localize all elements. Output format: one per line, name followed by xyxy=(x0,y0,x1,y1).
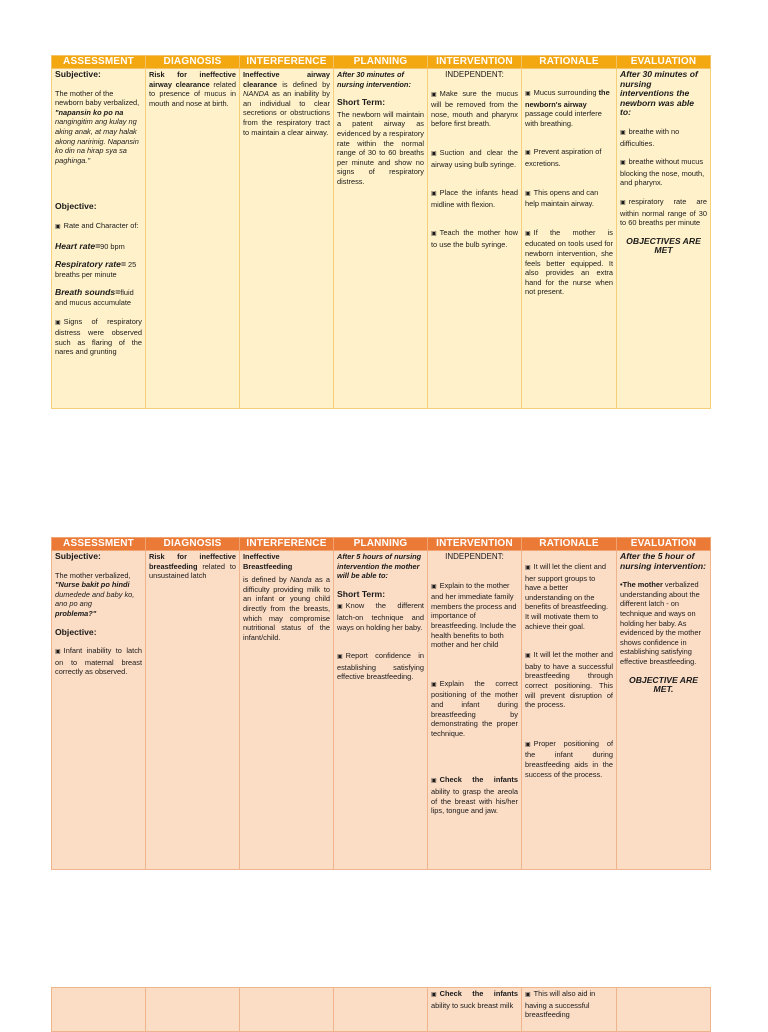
header-diagnosis: DIAGNOSIS xyxy=(146,538,240,551)
header-interference: INTERFERENCE xyxy=(240,538,334,551)
interference-cell xyxy=(240,988,334,1032)
planning-intro: After 30 minutes of nursing intervention: xyxy=(337,70,411,89)
header-intervention: INTERVENTION xyxy=(428,56,522,69)
intervention-item: ▣ Make sure the mucus will be removed from the nose, mouth and pharynx before first breath. xyxy=(431,89,518,129)
objective-label: Objective: xyxy=(55,201,97,212)
evaluation-cell xyxy=(617,69,711,409)
subjective-text: The mother verbalized, xyxy=(55,570,131,580)
rate-character: ▣ Rate and Character of: xyxy=(55,221,142,233)
rationale-item: ▣ Prevent aspiration of excretions. xyxy=(525,147,613,168)
intervention-item: ▣ Place the infants head midline with flexion. xyxy=(431,188,518,209)
diagnosis-title: Risk for ineffective breastfeeding xyxy=(149,552,236,571)
planning-intro: After 5 hours of nursing intervention the mother will be able to: xyxy=(337,552,422,581)
subjective-quote: nangingitim ang kulay ng aking anak, at may halak akong naririnig. Napansin ko din na hirap sya sa paghinga." xyxy=(55,117,139,165)
interference-pre: is defined by xyxy=(277,79,330,89)
assessment-cell xyxy=(52,69,146,409)
evaluation-cell xyxy=(617,988,711,1032)
heart-rate-value: 90 bpm xyxy=(100,241,125,251)
evaluation-text: verbalized understanding about the different latch - on technique and ways on holding her baby. As evidenced by the mother shows confidence in establishing satisfying effective breastfeeding. xyxy=(620,580,701,666)
rationale-item: ▣ It will let the client and her support groups to have a better understanding on the benefits of breastfeeding. It will motivate them to achieve their goal. xyxy=(525,562,613,631)
interference-cell xyxy=(240,551,334,870)
breath-sounds-label: Breath sounds= xyxy=(55,287,121,298)
intervention-item: ▣ Explain to the mother and her immediate family members the process and importance of breastfeeding. Include the health benefits to both mother and her child xyxy=(431,581,518,650)
intervention-item: ▣ Suction and clear the airway using bulb syringe. xyxy=(431,148,518,169)
planning-cell xyxy=(334,988,428,1032)
short-term-label: Short Term: xyxy=(337,97,386,108)
subjective-quote-bold: "Nurse bakit po hindi xyxy=(55,580,130,590)
rationale-cell xyxy=(522,69,617,409)
planning-cell xyxy=(334,551,428,870)
care-plan-table-breastfeeding xyxy=(51,537,711,870)
evaluation-item: ▣ breathe without mucus blocking the nose, mouth, and pharynx. xyxy=(620,157,707,188)
header-assessment: ASSESSMENT xyxy=(52,538,146,551)
table-row xyxy=(52,988,711,1032)
intervention-item-bold: Check the infants xyxy=(439,775,518,785)
header-planning: PLANNING xyxy=(334,538,428,551)
distress-signs: ▣ Signs of respiratory distress were observed such as flaring of the nares and grunting xyxy=(55,317,142,357)
interference-title: Ineffective airway clearance xyxy=(243,70,330,89)
resp-rate-value: 25 breaths per minute xyxy=(55,260,137,279)
rationale-item: ▣ It will let the mother and baby to have a successful breastfeeding through correct positioning. This will prevent disruption of the process. xyxy=(525,650,613,710)
header-diagnosis: DIAGNOSIS xyxy=(146,56,240,69)
assessment-cell xyxy=(52,988,146,1032)
planning-text: The newborn will maintain a patent airway as evidenced by a respiratory rate within the normal range of 30 to 60 breaths per minute and show no signs of respiratory distress. xyxy=(337,109,424,186)
subjective-quote: dumedede and baby ko, ano po ang xyxy=(55,589,135,609)
evaluation-item: ▣ breathe with no difficulties. xyxy=(620,127,707,148)
rationale-item: ▣ If the mother is educated on tools used for newborn intervention, she feels better equipped. It also provides an extra hand for the nurse when not present. xyxy=(525,228,613,297)
interference-pre: is defined by xyxy=(243,575,290,585)
planning-item: ▣ Report confidence in establishing satisfying effective breastfeeding. xyxy=(337,651,424,682)
diagnosis-title: Risk for ineffective airway clearance xyxy=(149,70,236,89)
interference-title: Ineffective Breastfeeding xyxy=(243,552,293,571)
heart-rate-label: Heart rate= xyxy=(55,240,101,251)
evaluation-intro: After the 5 hour of nursing intervention: xyxy=(620,551,706,571)
rationale-first-post: passage could interfere with breathing. xyxy=(525,109,602,128)
header-planning: PLANNING xyxy=(334,56,428,69)
rationale-item: ▣ Proper positioning of the infant during breastfeeding aids in the success of the process. xyxy=(525,739,613,779)
evaluation-result: OBJECTIVES ARE MET xyxy=(626,235,701,256)
independent-label: INDEPENDENT: xyxy=(445,552,504,561)
subjective-label: Subjective: xyxy=(55,69,101,79)
intervention-cell xyxy=(428,551,522,870)
header-assessment: ASSESSMENT xyxy=(52,56,146,69)
header-interference: INTERFERENCE xyxy=(240,56,334,69)
planning-item: ▣ Know the different latch-on technique and ways on holding her baby. xyxy=(337,601,424,632)
subjective-label: Subjective: xyxy=(55,551,101,561)
diagnosis-text: related to presence of mucus in mouth and nose at birth. xyxy=(149,79,237,108)
header-evaluation: EVALUATION xyxy=(617,538,711,551)
rationale-first-pre: Mucus surrounding xyxy=(533,88,597,97)
short-term-label: Short Term: xyxy=(337,588,386,599)
evaluation-result: OBJECTIVE ARE MET. xyxy=(629,674,698,695)
assessment-cell xyxy=(52,551,146,870)
table-row xyxy=(52,551,711,870)
intervention-item: ability to suck breast milk xyxy=(431,1000,514,1010)
diagnosis-cell xyxy=(146,69,240,409)
rationale-item: ▣ This will also aid in having a successful breastfeeding xyxy=(525,989,613,1020)
resp-rate-label: Respiratory rate= xyxy=(55,259,126,270)
header-rationale: RATIONALE xyxy=(522,538,617,551)
intervention-item: ▣ Explain the correct positioning of the mother and infant during breastfeeding by demonstrating the proper technique. xyxy=(431,679,518,739)
header-row xyxy=(52,538,711,551)
intervention-item: ▣ Teach the mother how to use the bulb syringe. xyxy=(431,228,518,249)
intervention-item: ability to grasp the areola of the breast with his/her lips, tongue and jaw. xyxy=(431,786,518,816)
intervention-cell xyxy=(428,988,522,1032)
rationale-cell xyxy=(522,551,617,870)
breath-sounds-value: fluid and mucus accumulate xyxy=(55,288,134,307)
interference-text: as a difficulty providing milk to an infant or young child directly from the breasts, which may compromise nutritional status of the infant/child. xyxy=(243,575,330,642)
intervention-cell xyxy=(428,69,522,409)
header-row xyxy=(52,56,711,69)
interference-cell xyxy=(240,69,334,409)
evaluation-cell xyxy=(617,551,711,870)
header-evaluation: EVALUATION xyxy=(617,56,711,69)
intervention-item-bold: Check the infants xyxy=(439,989,518,998)
rationale-item: ▣ This opens and can help maintain airway. xyxy=(525,188,613,209)
subjective-quote-end: problema?" xyxy=(55,608,97,618)
diagnosis-cell xyxy=(146,551,240,870)
header-intervention: INTERVENTION xyxy=(428,538,522,551)
subjective-text: The mother of the newborn baby verbalized, xyxy=(55,88,140,108)
table-row xyxy=(52,69,711,409)
header-rationale: RATIONALE xyxy=(522,56,617,69)
rationale-first-bold: the newborn's airway xyxy=(525,88,610,109)
rationale-cell xyxy=(522,988,617,1032)
care-plan-table-airway xyxy=(51,55,711,409)
interference-source: NANDA xyxy=(243,89,269,99)
planning-cell xyxy=(334,69,428,409)
interference-text: as an inability by an individual to clear secretions or obstructions from the respiratory tract to maintain a clear airway. xyxy=(243,89,330,137)
subjective-quote-bold: "napansin ko po na xyxy=(55,107,124,117)
independent-label: INDEPENDENT: xyxy=(445,70,504,79)
evaluation-item: ▣ respiratory rate are within normal range of 30 to 60 breaths per minute xyxy=(620,197,707,228)
diagnosis-cell xyxy=(146,988,240,1032)
evaluation-intro: After 30 minutes of nursing interventions the newborn was able to: xyxy=(620,69,698,118)
interference-source: Nanda xyxy=(289,575,312,585)
diagnosis-text: related to unsustained latch xyxy=(149,561,236,581)
objective-label: Objective: xyxy=(55,626,97,637)
evaluation-subject: •The mother xyxy=(620,580,663,590)
objective-text: ▣ Infant inability to latch on to maternal breast correctly as observed. xyxy=(55,646,142,677)
care-plan-table-continued xyxy=(51,987,711,1032)
